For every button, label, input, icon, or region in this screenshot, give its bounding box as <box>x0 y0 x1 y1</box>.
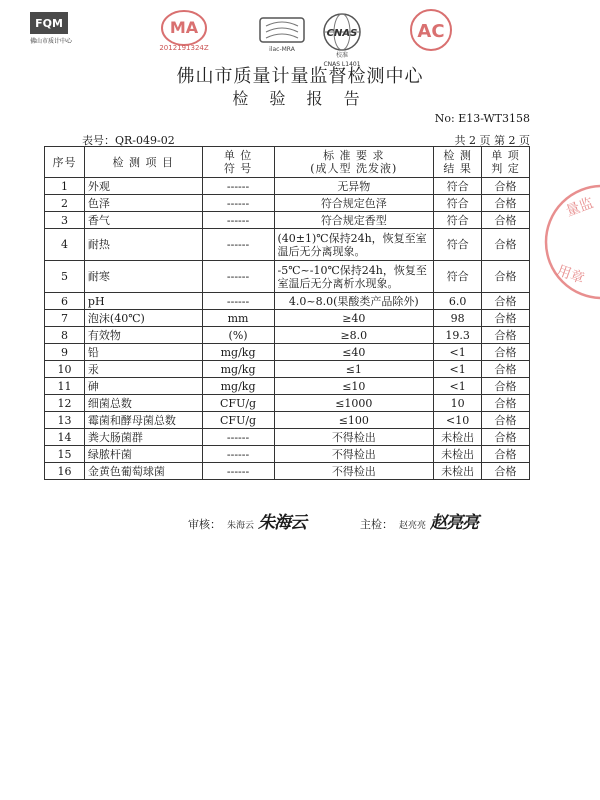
reviewer-label: 审核： <box>188 518 221 531</box>
table-header-row <box>45 147 530 178</box>
cell-item: 外观 <box>84 178 202 195</box>
cell-result: <1 <box>434 344 482 361</box>
cell-standard: 不得检出 <box>274 463 434 480</box>
fqm-mark: FQM <box>30 12 68 34</box>
inspector-signature: 赵亮亮 <box>430 513 479 533</box>
cell-seq: 10 <box>45 361 85 378</box>
cell-unit: ------ <box>202 195 274 212</box>
cell-standard: ≥40 <box>274 310 434 327</box>
table-row <box>45 310 530 327</box>
cell-standard: ≥8.0 <box>274 327 434 344</box>
cell-item: 霉菌和酵母菌总数 <box>84 412 202 429</box>
cell-standard: 无异物 <box>274 178 434 195</box>
cell-item: 有效物 <box>84 327 202 344</box>
table-row <box>45 395 530 412</box>
header-unit: 单 位 符 号 <box>202 147 274 178</box>
cell-unit: mm <box>202 310 274 327</box>
cell-item: 色泽 <box>84 195 202 212</box>
cma-mark: MA <box>169 18 199 37</box>
page-indicator: 共 2 页 第 2 页 <box>454 134 530 147</box>
cell-seq: 6 <box>45 293 85 310</box>
svg-text:量监: 量监 <box>563 195 596 220</box>
cell-result: <1 <box>434 378 482 395</box>
cell-judgement: 合格 <box>482 446 530 463</box>
cell-seq: 14 <box>45 429 85 446</box>
cell-judgement: 合格 <box>482 229 530 261</box>
cell-seq: 5 <box>45 261 85 293</box>
cell-judgement: 合格 <box>482 378 530 395</box>
svg-text:用章: 用章 <box>554 262 587 288</box>
ilac-mra-icon <box>258 14 306 58</box>
cell-standard: 不得检出 <box>274 446 434 463</box>
cell-unit: ------ <box>202 463 274 480</box>
table-row <box>45 378 530 395</box>
header-seq: 序号 <box>45 147 85 178</box>
report-number: No: E13-WT3158 <box>434 112 530 125</box>
form-number: 表号：QR-049-02 <box>82 134 175 147</box>
cell-unit: ------ <box>202 429 274 446</box>
fqm-org-name: 佛山市质计中心 <box>30 38 73 45</box>
cell-unit: ------ <box>202 229 274 261</box>
cell-judgement: 合格 <box>482 310 530 327</box>
table-row <box>45 361 530 378</box>
cell-standard: ≤1 <box>274 361 434 378</box>
cell-unit: mg/kg <box>202 361 274 378</box>
cell-standard: ≤10 <box>274 378 434 395</box>
cell-result: <10 <box>434 412 482 429</box>
cell-unit: ------ <box>202 446 274 463</box>
inspector-label: 主检： <box>360 518 393 531</box>
cell-judgement: 合格 <box>482 261 530 293</box>
cell-seq: 15 <box>45 446 85 463</box>
fqm-logo <box>30 12 90 45</box>
header-item: 检 测 项 目 <box>84 147 202 178</box>
cell-standard: 不得检出 <box>274 429 434 446</box>
table-row <box>45 446 530 463</box>
cell-seq: 3 <box>45 212 85 229</box>
cell-seq: 7 <box>45 310 85 327</box>
cell-item: 耐热 <box>84 229 202 261</box>
cell-item: 粪大肠菌群 <box>84 429 202 446</box>
cell-item: 铅 <box>84 344 202 361</box>
header-result: 检 测 结 果 <box>434 147 482 178</box>
table-row <box>45 463 530 480</box>
table-row <box>45 195 530 212</box>
cell-result: 符合 <box>434 261 482 293</box>
ac-seal-icon <box>398 8 464 64</box>
cell-result: 未检出 <box>434 429 482 446</box>
cell-standard: ≤1000 <box>274 395 434 412</box>
cell-item: 耐寒 <box>84 261 202 293</box>
table-row <box>45 178 530 195</box>
cell-unit: ------ <box>202 261 274 293</box>
cell-result: 19.3 <box>434 327 482 344</box>
cell-standard: (40±1)℃保持24h，恢复至室温后无分离现象。 <box>274 229 434 261</box>
cnas-number: CNAS L1401 <box>323 61 361 68</box>
cell-seq: 13 <box>45 412 85 429</box>
cell-standard: 4.0~8.0(果酸类产品除外) <box>274 293 434 310</box>
cell-judgement: 合格 <box>482 195 530 212</box>
cell-seq: 2 <box>45 195 85 212</box>
cma-number: 2012191324Z <box>159 44 209 52</box>
ac-mark: AC <box>417 21 445 42</box>
cell-unit: ------ <box>202 178 274 195</box>
cnas-sub: 校准 <box>335 52 349 59</box>
organization-title: 佛山市质量计量监督检测中心 <box>176 66 424 87</box>
cell-item: 细菌总数 <box>84 395 202 412</box>
cell-unit: ------ <box>202 212 274 229</box>
table-row <box>45 327 530 344</box>
cell-judgement: 合格 <box>482 178 530 195</box>
official-seal-icon <box>540 182 600 306</box>
ilac-mark: ilac-MRA <box>269 46 295 53</box>
table-row <box>45 344 530 361</box>
cell-result: 符合 <box>434 229 482 261</box>
cell-judgement: 合格 <box>482 412 530 429</box>
cell-result: 6.0 <box>434 293 482 310</box>
inspection-table <box>44 146 530 480</box>
cell-judgement: 合格 <box>482 429 530 446</box>
cell-result: 符合 <box>434 195 482 212</box>
cell-result: 符合 <box>434 178 482 195</box>
cell-unit: CFU/g <box>202 395 274 412</box>
cell-judgement: 合格 <box>482 327 530 344</box>
cell-item: 泡沫(40℃) <box>84 310 202 327</box>
cell-result: <1 <box>434 361 482 378</box>
table-row <box>45 229 530 261</box>
cell-item: 汞 <box>84 361 202 378</box>
cell-seq: 12 <box>45 395 85 412</box>
certification-logos <box>0 8 600 70</box>
cell-judgement: 合格 <box>482 293 530 310</box>
cell-item: 绿脓杆菌 <box>84 446 202 463</box>
cell-item: pH <box>84 293 202 310</box>
cell-judgement: 合格 <box>482 395 530 412</box>
cell-standard: ≤100 <box>274 412 434 429</box>
inspector-name: 赵亮亮 <box>399 521 427 531</box>
cell-seq: 11 <box>45 378 85 395</box>
table-row <box>45 429 530 446</box>
cell-unit: (%) <box>202 327 274 344</box>
cell-result: 10 <box>434 395 482 412</box>
cell-unit: ------ <box>202 293 274 310</box>
cell-item: 砷 <box>84 378 202 395</box>
cell-result: 未检出 <box>434 446 482 463</box>
header-standard: 标 准 要 求 (成人型 洗发液) <box>274 147 434 178</box>
cell-unit: CFU/g <box>202 412 274 429</box>
cell-seq: 8 <box>45 327 85 344</box>
cell-seq: 16 <box>45 463 85 480</box>
cnas-mark: CNAS <box>326 28 358 39</box>
cell-judgement: 合格 <box>482 212 530 229</box>
cell-unit: mg/kg <box>202 344 274 361</box>
cell-standard: 符合规定香型 <box>274 212 434 229</box>
cell-seq: 1 <box>45 178 85 195</box>
cell-result: 98 <box>434 310 482 327</box>
header-judgement: 单 项 判 定 <box>482 147 530 178</box>
cell-standard: -5℃~-10℃保持24h，恢复至室温后无分离析水现象。 <box>274 261 434 293</box>
cell-standard: 符合规定色泽 <box>274 195 434 212</box>
cell-judgement: 合格 <box>482 344 530 361</box>
reviewer <box>188 508 306 533</box>
cell-unit: mg/kg <box>202 378 274 395</box>
cell-result: 符合 <box>434 212 482 229</box>
table-row <box>45 261 530 293</box>
cell-judgement: 合格 <box>482 463 530 480</box>
table-row <box>45 212 530 229</box>
report-title: 检 验 报 告 <box>232 89 368 108</box>
cell-item: 金黄色葡萄球菌 <box>84 463 202 480</box>
cell-seq: 9 <box>45 344 85 361</box>
table-row <box>45 293 530 310</box>
cell-standard: ≤40 <box>274 344 434 361</box>
cell-result: 未检出 <box>434 463 482 480</box>
cell-judgement: 合格 <box>482 361 530 378</box>
cell-seq: 4 <box>45 229 85 261</box>
table-row <box>45 412 530 429</box>
reviewer-signature: 朱海云 <box>258 513 307 533</box>
cell-item: 香气 <box>84 212 202 229</box>
reviewer-name: 朱海云 <box>227 521 255 531</box>
inspector <box>360 508 478 533</box>
cma-seal-icon <box>150 8 234 58</box>
